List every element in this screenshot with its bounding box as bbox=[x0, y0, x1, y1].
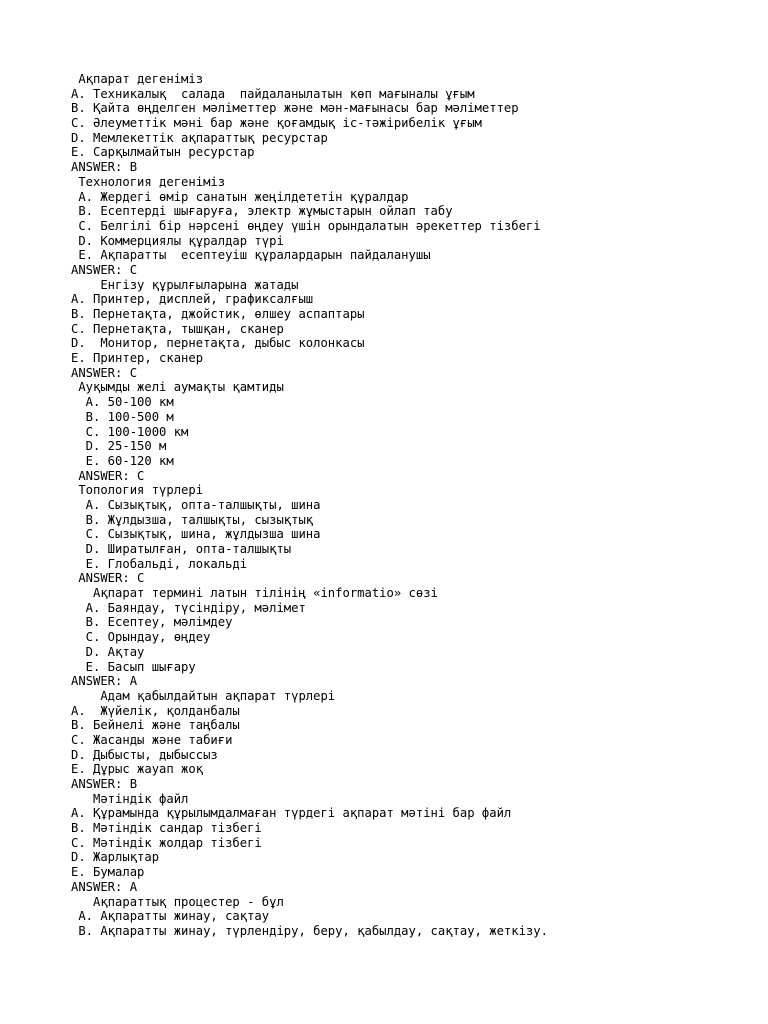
text-line: A. Ақпаратты жинау, сақтау bbox=[71, 909, 270, 924]
text-line: E. Басып шығару bbox=[71, 659, 196, 674]
text-line: Мәтіндік файл bbox=[71, 791, 189, 806]
text-line: B. Бейнелі және таңбалы bbox=[71, 718, 240, 733]
text-line: Ауқымды желі аумақты қамтиды bbox=[71, 380, 284, 395]
text-line: B. Жұлдызша, талшықты, сызықтық bbox=[71, 512, 314, 527]
text-line: ANSWER: C bbox=[71, 365, 138, 380]
text-line: ANSWER: A bbox=[71, 879, 138, 894]
text-line: C. 100-1000 км bbox=[71, 424, 189, 439]
text-line: C. Сызықтық, шина, жұлдызша шина bbox=[71, 527, 321, 542]
text-line: C. Белгілі бір нәрсені өңдеу үшін орындалатын әрекеттер тізбегі bbox=[71, 218, 541, 233]
text-line: C. Орындау, өңдеу bbox=[71, 630, 211, 645]
text-line: Ақпараттық процестер - бұл bbox=[71, 894, 284, 909]
text-line: D. Мемлекеттік ақпараттық ресурстар bbox=[71, 130, 328, 145]
text-line: A. Принтер, дисплей, графиксалғыш bbox=[71, 292, 314, 307]
text-line: A. 50-100 км bbox=[71, 395, 174, 410]
text-line: C. Жасанды және табиғи bbox=[71, 732, 233, 747]
text-line: ANSWER: B bbox=[71, 777, 138, 791]
text-line: E. Дұрыс жауап жоқ bbox=[71, 762, 204, 777]
text-line: A. Жүйелік, қолданбалы bbox=[71, 703, 240, 718]
text-line: Технология дегеніміз bbox=[71, 174, 226, 189]
text-line: Топология түрлері bbox=[71, 483, 204, 498]
text-line: A. Баяндау, түсіндіру, мәлімет bbox=[71, 600, 306, 615]
text-line: B. Есептеу, мәлімдеу bbox=[71, 615, 233, 630]
text-line: D. 25-150 м bbox=[71, 439, 167, 454]
text-line: E. Ақпаратты есептеуіш құралардарын пайдаланушы bbox=[71, 248, 431, 263]
text-line: B. Мәтіндік сандар тізбегі bbox=[71, 821, 262, 836]
text-line: E. Сарқылмайтын ресурстар bbox=[71, 145, 255, 160]
text-line: C. Әлеуметтік мәні бар және қоғамдық іс-тәжірибелік ұғым bbox=[71, 116, 482, 131]
text-line: B. 100-500 м bbox=[71, 409, 174, 424]
text-line: B. Ақпаратты жинау, түрлендіру, беру, қабылдау, сақтау, жеткізу. bbox=[71, 923, 548, 938]
text-line: Ақпарат термині латын тілінің «informatio» сөзі bbox=[71, 586, 438, 601]
text-line: A. Жердегі өмір санатын жеңілдететін құралдар bbox=[71, 189, 409, 204]
text-line: B. Есептерді шығаруға, электр жұмыстарын ойлап табу bbox=[71, 204, 453, 219]
text-line: A. Сызықтық, опта-талшықты, шина bbox=[71, 497, 321, 512]
text-line: D. Ақтау bbox=[71, 644, 145, 659]
text-line: Адам қабылдайтын ақпарат түрлері bbox=[71, 688, 336, 703]
text-line: D. Дыбысты, дыбыссыз bbox=[71, 747, 218, 762]
text-line: B. Пернетақта, джойстик, өлшеу аспаптары bbox=[71, 307, 365, 321]
text-line: ANSWER: C bbox=[71, 571, 145, 586]
text-line: D. Жарлықтар bbox=[71, 850, 160, 865]
text-line: Енгізу құрылғыларына жатады bbox=[71, 277, 299, 292]
text-line: C. Пернетақта, тышқан, сканер bbox=[71, 321, 284, 336]
text-line: E. 60-120 км bbox=[71, 453, 174, 468]
text-line: E. Бумалар bbox=[71, 865, 145, 880]
text-line: E. Глобальді, локальді bbox=[71, 556, 248, 571]
text-line: ANSWER: C bbox=[71, 468, 145, 483]
text-line: ANSWER: A bbox=[71, 674, 138, 689]
text-line: ANSWER: B bbox=[71, 160, 138, 175]
text-line: A. Техникалық салада пайдаланылатын көп мағыналы ұғым bbox=[71, 86, 475, 101]
text-line: B. Қайта өңделген мәліметтер және мән-мағынасы бар мәліметтер bbox=[71, 101, 519, 116]
text-line: D. Монитор, пернетақта, дыбыс колонкасы bbox=[71, 336, 365, 351]
text-line: Ақпарат дегеніміз bbox=[71, 72, 204, 86]
text-line: ANSWER: C bbox=[71, 262, 138, 277]
text-line: E. Принтер, сканер bbox=[71, 351, 204, 366]
text-line: D. Коммерциялы құралдар түрі bbox=[71, 233, 284, 248]
text-line: D. Ширатылған, опта-талшықты bbox=[71, 542, 292, 556]
text-line: C. Мәтіндік жолдар тізбегі bbox=[71, 835, 262, 850]
text-line: A. Құрамында құрылымдалмаған түрдегі ақпарат мәтіні бар файл bbox=[71, 806, 512, 821]
document-page bbox=[71, 72, 751, 939]
